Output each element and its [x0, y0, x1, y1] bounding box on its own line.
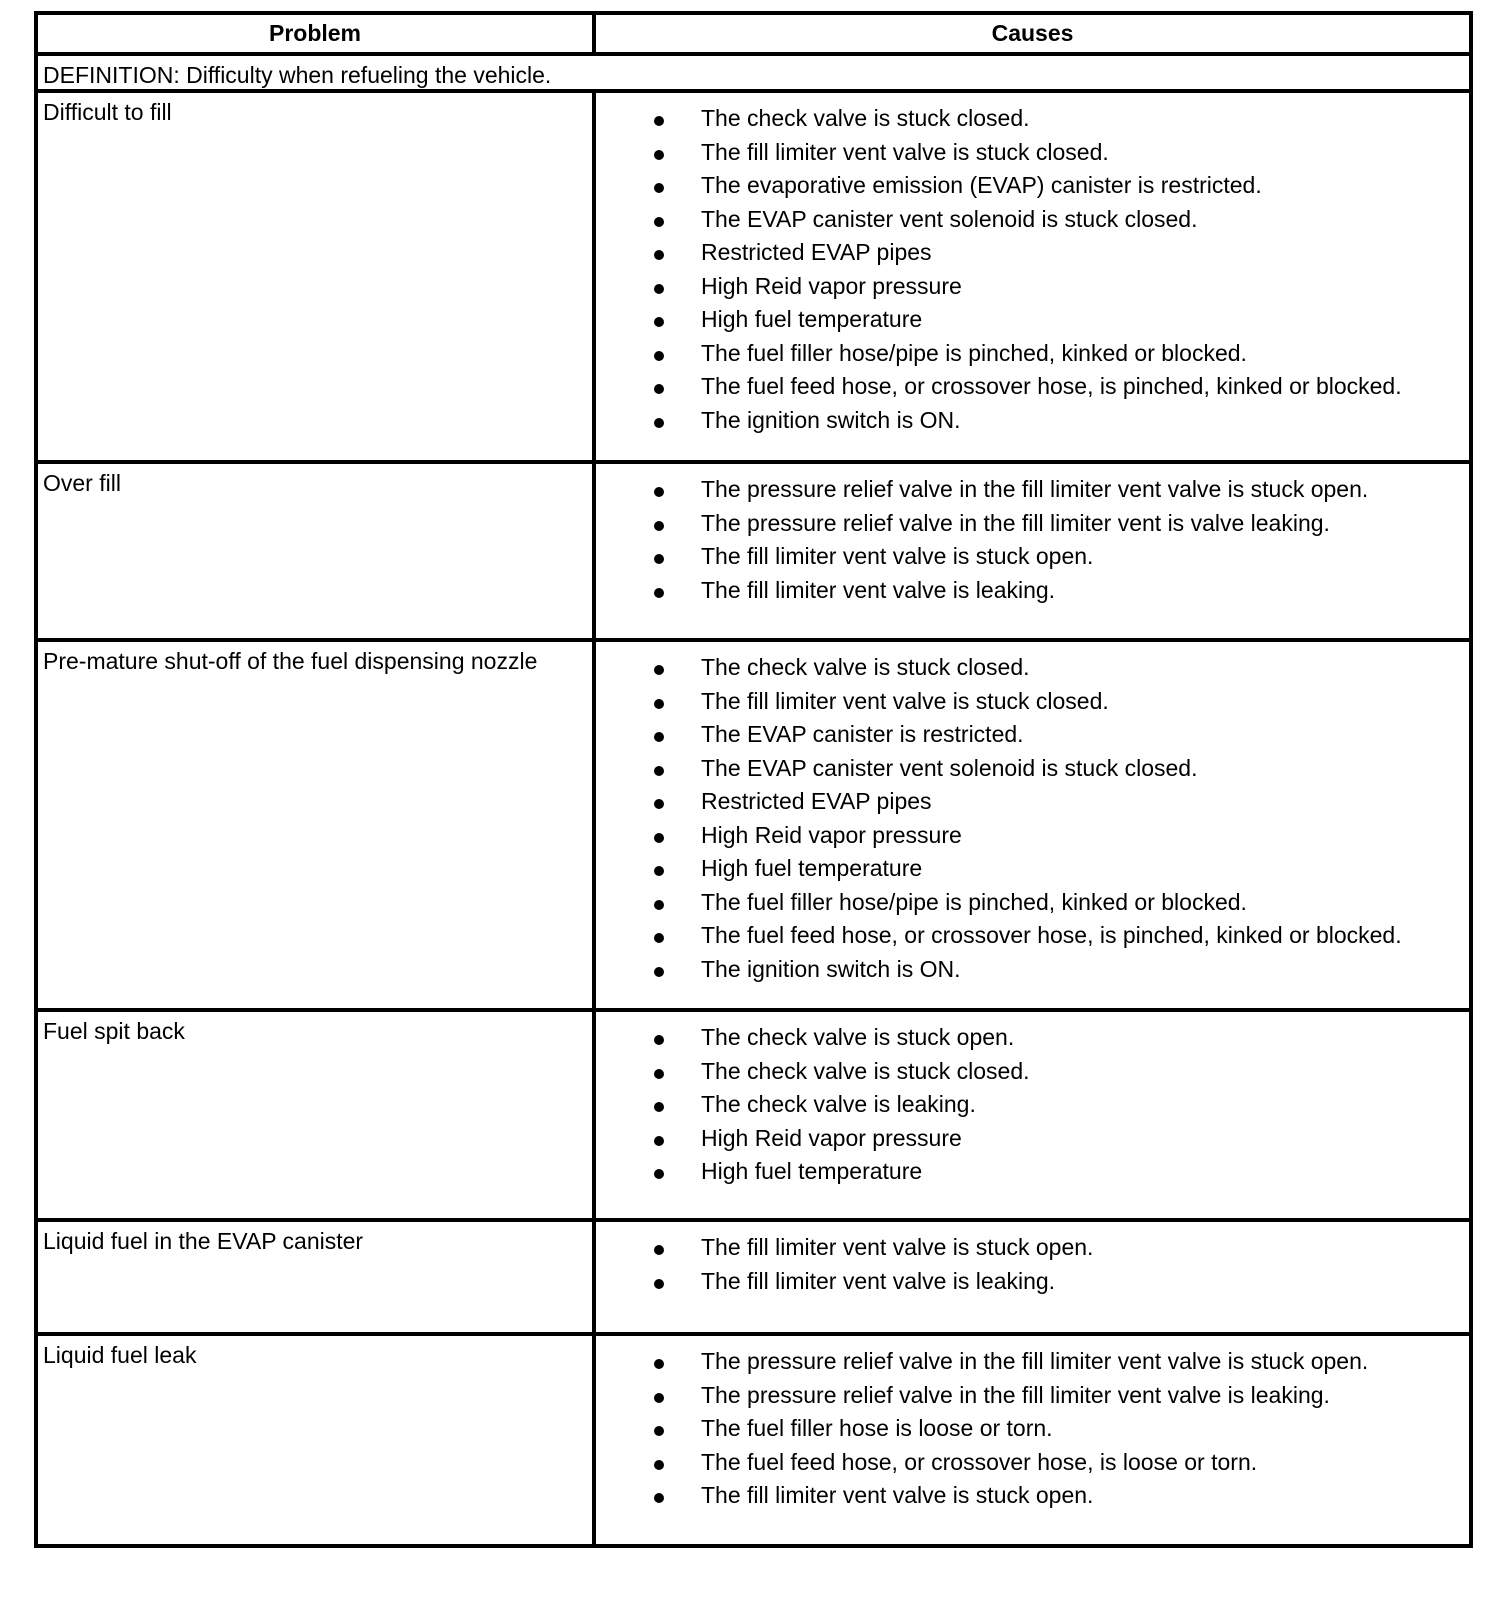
- causes-list: [596, 1345, 1469, 1513]
- cause-item: The check valve is stuck open.: [596, 1021, 1469, 1055]
- table-row: [36, 91, 1471, 462]
- table-row: [36, 1334, 1471, 1546]
- cause-item: The check valve is stuck closed.: [596, 651, 1469, 685]
- cause-item: The pressure relief valve in the fill limiter vent valve is stuck open.: [596, 1345, 1469, 1379]
- cause-item: Restricted EVAP pipes: [596, 785, 1469, 819]
- cause-item: The EVAP canister is restricted.: [596, 718, 1469, 752]
- causes-list: [596, 651, 1469, 986]
- table-row: [36, 1010, 1471, 1220]
- cause-item: The EVAP canister vent solenoid is stuck closed.: [596, 752, 1469, 786]
- causes-cell: [594, 91, 1471, 462]
- causes-cell: [594, 462, 1471, 640]
- problem-cell: Difficult to fill: [36, 91, 594, 462]
- header-row: [36, 13, 1471, 54]
- cause-item: The ignition switch is ON.: [596, 953, 1469, 987]
- cause-item: High Reid vapor pressure: [596, 819, 1469, 853]
- causes-cell: [594, 1010, 1471, 1220]
- problem-cell: Pre-mature shut-off of the fuel dispensing nozzle: [36, 640, 594, 1010]
- cause-item: High fuel temperature: [596, 303, 1469, 337]
- cause-item: The pressure relief valve in the fill limiter vent is valve leaking.: [596, 507, 1469, 541]
- cause-item: The fuel filler hose is loose or torn.: [596, 1412, 1469, 1446]
- cause-item: The fill limiter vent valve is stuck open.: [596, 1231, 1469, 1265]
- cause-item: The fill limiter vent valve is leaking.: [596, 574, 1469, 608]
- definition-text: DEFINITION: Difficulty when refueling the vehicle.: [36, 54, 1471, 91]
- header-causes: Causes: [594, 13, 1471, 54]
- problem-cell: Liquid fuel in the EVAP canister: [36, 1220, 594, 1334]
- causes-list: [596, 473, 1469, 607]
- causes-cell: [594, 640, 1471, 1010]
- header-problem: Problem: [36, 13, 594, 54]
- cause-item: The EVAP canister vent solenoid is stuck closed.: [596, 203, 1469, 237]
- document: [34, 11, 1473, 1548]
- cause-item: The fuel feed hose, or crossover hose, is loose or torn.: [596, 1446, 1469, 1480]
- cause-item: High fuel temperature: [596, 852, 1469, 886]
- symptom-table: [34, 11, 1473, 1548]
- causes-list: [596, 102, 1469, 437]
- cause-item: The fill limiter vent valve is stuck open.: [596, 540, 1469, 574]
- table-row: [36, 640, 1471, 1010]
- cause-item: The pressure relief valve in the fill limiter vent valve is leaking.: [596, 1379, 1469, 1413]
- cause-item: The fill limiter vent valve is stuck open.: [596, 1479, 1469, 1513]
- definition-row: [36, 54, 1471, 91]
- cause-item: Restricted EVAP pipes: [596, 236, 1469, 270]
- cause-item: The fill limiter vent valve is stuck closed.: [596, 136, 1469, 170]
- cause-item: The check valve is stuck closed.: [596, 1055, 1469, 1089]
- problem-cell: Over fill: [36, 462, 594, 640]
- cause-item: The fill limiter vent valve is stuck closed.: [596, 685, 1469, 719]
- cause-item: The fuel feed hose, or crossover hose, is pinched, kinked or blocked.: [596, 370, 1469, 404]
- problem-cell: Liquid fuel leak: [36, 1334, 594, 1546]
- cause-item: The check valve is stuck closed.: [596, 102, 1469, 136]
- causes-list: [596, 1231, 1469, 1298]
- causes-cell: [594, 1334, 1471, 1546]
- problem-cell: Fuel spit back: [36, 1010, 594, 1220]
- causes-list: [596, 1021, 1469, 1189]
- cause-item: High fuel temperature: [596, 1155, 1469, 1189]
- table-row: [36, 1220, 1471, 1334]
- cause-item: High Reid vapor pressure: [596, 1122, 1469, 1156]
- cause-item: The fill limiter vent valve is leaking.: [596, 1265, 1469, 1299]
- cause-item: The fuel filler hose/pipe is pinched, kinked or blocked.: [596, 886, 1469, 920]
- cause-item: The ignition switch is ON.: [596, 404, 1469, 438]
- causes-cell: [594, 1220, 1471, 1334]
- cause-item: The fuel filler hose/pipe is pinched, kinked or blocked.: [596, 337, 1469, 371]
- cause-item: The fuel feed hose, or crossover hose, is pinched, kinked or blocked.: [596, 919, 1469, 953]
- cause-item: The evaporative emission (EVAP) canister is restricted.: [596, 169, 1469, 203]
- cause-item: The check valve is leaking.: [596, 1088, 1469, 1122]
- cause-item: The pressure relief valve in the fill limiter vent valve is stuck open.: [596, 473, 1469, 507]
- cause-item: High Reid vapor pressure: [596, 270, 1469, 304]
- table-row: [36, 462, 1471, 640]
